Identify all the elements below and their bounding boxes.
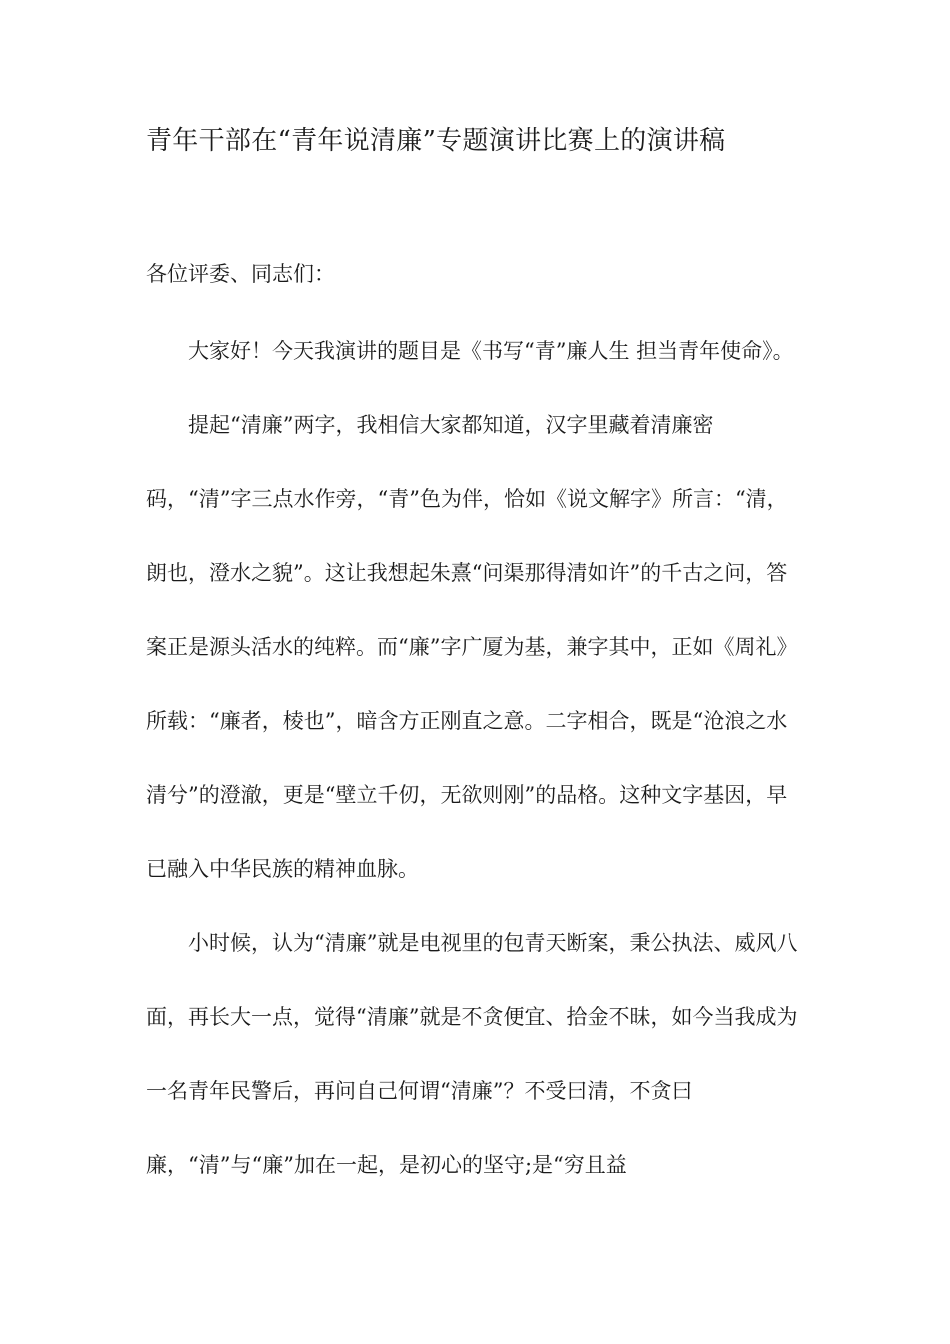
paragraph-childhood: 小时候，认为“清廉”就是电视里的包青天断案，秉公执法、威风八面，再长大一点，觉得“清廉”就是不贪便宜、拾金不昧，如今当我成为一名青年民警后，再问自己何谓“清廉”？不受曰清，不贪曰廉，“清”与“廉”加在一起，是初心的坚守;是“穷且益 xyxy=(146,931,798,1177)
document-title: 青年干部在“青年说清廉”专题演讲比赛上的演讲稿 xyxy=(146,126,726,156)
paragraph-intro: 大家好！今天我演讲的题目是《书写“青”廉人生 担当青年使命》。 xyxy=(188,339,794,363)
salutation: 各位评委、同志们： xyxy=(146,262,335,286)
document-body xyxy=(146,252,806,1202)
paragraph-character-meaning: 提起“清廉”两字，我相信大家都知道，汉字里藏着清廉密码，“清”字三点水作旁，“青”色为伴，恰如《说文解字》所言：“清，朗也，澄水之貌”。这让我想起朱熹“问渠那得清如许”的千古之问，答案正是源头活水的纯粹。而“廉”字广厦为基，兼字其中，正如《周礼》所载：“廉者，棱也”，暗含方正刚直之意。二字相合，既是“沧浪之水清兮”的澄澈，更是“壁立千仞，无欲则刚”的品格。这种文字基因，早已融入中华民族的精神血脉。 xyxy=(146,413,798,881)
